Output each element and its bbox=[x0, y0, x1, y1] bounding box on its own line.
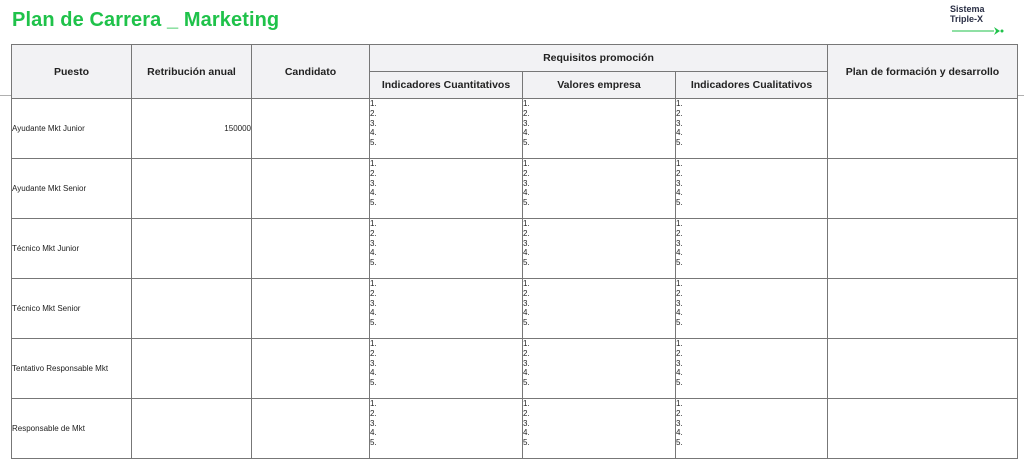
list-item: 1. bbox=[676, 399, 683, 408]
ind-cualitativos-cell[interactable] bbox=[676, 99, 828, 159]
list-item: 3. bbox=[370, 118, 377, 128]
logo-line-2: Triple-X bbox=[950, 14, 984, 24]
list-item: 3. bbox=[676, 298, 683, 308]
list-item: 3. bbox=[676, 238, 683, 248]
header-ind-cualitativos: Indicadores Cualitativos bbox=[676, 72, 828, 99]
retribucion-cell[interactable] bbox=[132, 339, 252, 399]
list-item: 4. bbox=[370, 308, 377, 318]
list-item: 2. bbox=[370, 408, 377, 418]
list-item: 3. bbox=[523, 298, 530, 308]
puesto-cell: Técnico Mkt Junior bbox=[12, 219, 132, 279]
ind-cuantitativos-cell[interactable] bbox=[370, 279, 523, 339]
header-plan: Plan de formación y desarrollo bbox=[828, 45, 1018, 99]
list-item: 1. bbox=[370, 399, 377, 408]
list-item: 2. bbox=[676, 348, 683, 358]
list-item: 5. bbox=[370, 318, 377, 328]
puesto-cell: Tentativo Responsable Mkt bbox=[12, 339, 132, 399]
ind-cuantitativos-cell[interactable] bbox=[370, 339, 523, 399]
page-title: Plan de Carrera _ Marketing bbox=[12, 9, 280, 31]
list-item: 4. bbox=[676, 368, 683, 378]
list-item: 5. bbox=[523, 198, 530, 208]
list-item: 5. bbox=[676, 438, 683, 448]
candidato-cell[interactable] bbox=[252, 399, 370, 459]
table-row bbox=[12, 219, 1018, 279]
retribucion-cell[interactable]: 150000 bbox=[132, 99, 252, 159]
list-item: 4. bbox=[370, 248, 377, 258]
list-item: 3. bbox=[523, 238, 530, 248]
table-row bbox=[12, 279, 1018, 339]
retribucion-cell[interactable] bbox=[132, 219, 252, 279]
puesto-cell: Ayudante Mkt Senior bbox=[12, 159, 132, 219]
list-item: 1. bbox=[370, 99, 377, 108]
list-item: 4. bbox=[370, 128, 377, 138]
list-item: 2. bbox=[676, 288, 683, 298]
logo-swoosh-icon bbox=[950, 25, 1012, 37]
list-item: 1. bbox=[523, 399, 530, 408]
list-item: 1. bbox=[676, 99, 683, 108]
ind-cualitativos-cell[interactable] bbox=[676, 399, 828, 459]
career-plan-table bbox=[11, 44, 1018, 459]
header-valores-empresa: Valores empresa bbox=[523, 72, 676, 99]
list-item: 2. bbox=[370, 108, 377, 118]
list-item: 3. bbox=[370, 358, 377, 368]
list-item: 3. bbox=[370, 298, 377, 308]
plan-formacion-cell[interactable] bbox=[828, 399, 1018, 459]
list-item: 4. bbox=[676, 428, 683, 438]
list-item: 5. bbox=[370, 438, 377, 448]
retribucion-cell[interactable] bbox=[132, 159, 252, 219]
puesto-cell: Técnico Mkt Senior bbox=[12, 279, 132, 339]
list-item: 5. bbox=[523, 318, 530, 328]
list-item: 1. bbox=[523, 99, 530, 108]
list-item: 2. bbox=[523, 228, 530, 238]
valores-empresa-cell[interactable] bbox=[523, 279, 676, 339]
ind-cuantitativos-cell[interactable] bbox=[370, 399, 523, 459]
list-item: 2. bbox=[523, 348, 530, 358]
list-item: 2. bbox=[523, 288, 530, 298]
puesto-cell: Ayudante Mkt Junior bbox=[12, 99, 132, 159]
list-item: 3. bbox=[676, 178, 683, 188]
candidato-cell[interactable] bbox=[252, 159, 370, 219]
list-item: 2. bbox=[676, 108, 683, 118]
header-requisitos: Requisitos promoción bbox=[370, 45, 828, 72]
valores-empresa-cell[interactable] bbox=[523, 219, 676, 279]
list-item: 5. bbox=[676, 138, 683, 148]
list-item: 1. bbox=[676, 159, 683, 168]
list-item: 1. bbox=[370, 219, 377, 228]
valores-empresa-cell[interactable] bbox=[523, 399, 676, 459]
list-item: 5. bbox=[523, 258, 530, 268]
header-candidato: Candidato bbox=[252, 45, 370, 99]
list-item: 5. bbox=[523, 438, 530, 448]
list-item: 1. bbox=[676, 219, 683, 228]
ind-cualitativos-cell[interactable] bbox=[676, 279, 828, 339]
list-item: 4. bbox=[523, 188, 530, 198]
list-item: 1. bbox=[523, 219, 530, 228]
candidato-cell[interactable] bbox=[252, 99, 370, 159]
list-item: 4. bbox=[676, 188, 683, 198]
list-item: 4. bbox=[370, 188, 377, 198]
list-item: 5. bbox=[676, 318, 683, 328]
list-item: 3. bbox=[523, 178, 530, 188]
list-item: 3. bbox=[523, 358, 530, 368]
candidato-cell[interactable] bbox=[252, 339, 370, 399]
retribucion-cell[interactable] bbox=[132, 399, 252, 459]
plan-formacion-cell[interactable] bbox=[828, 159, 1018, 219]
valores-empresa-cell[interactable] bbox=[523, 99, 676, 159]
list-item: 2. bbox=[370, 288, 377, 298]
list-item: 1. bbox=[370, 339, 377, 348]
list-item: 4. bbox=[676, 308, 683, 318]
table-row bbox=[12, 159, 1018, 219]
candidato-cell[interactable] bbox=[252, 279, 370, 339]
list-item: 1. bbox=[523, 159, 530, 168]
list-item: 4. bbox=[523, 368, 530, 378]
table-row bbox=[12, 339, 1018, 399]
logo-line-1: Sistema bbox=[950, 4, 985, 14]
plan-formacion-cell[interactable] bbox=[828, 339, 1018, 399]
valores-empresa-cell[interactable] bbox=[523, 159, 676, 219]
ind-cuantitativos-cell[interactable] bbox=[370, 219, 523, 279]
list-item: 4. bbox=[676, 248, 683, 258]
list-item: 4. bbox=[676, 128, 683, 138]
list-item: 2. bbox=[523, 408, 530, 418]
plan-formacion-cell[interactable] bbox=[828, 219, 1018, 279]
list-item: 2. bbox=[523, 108, 530, 118]
valores-empresa-cell[interactable] bbox=[523, 339, 676, 399]
ind-cuantitativos-cell[interactable] bbox=[370, 99, 523, 159]
list-item: 2. bbox=[676, 408, 683, 418]
list-item: 3. bbox=[676, 118, 683, 128]
retribucion-cell[interactable] bbox=[132, 279, 252, 339]
list-item: 5. bbox=[370, 198, 377, 208]
ind-cualitativos-cell[interactable] bbox=[676, 339, 828, 399]
ind-cualitativos-cell[interactable] bbox=[676, 219, 828, 279]
list-item: 3. bbox=[370, 418, 377, 428]
list-item: 2. bbox=[676, 228, 683, 238]
list-item: 5. bbox=[370, 378, 377, 388]
table-row bbox=[12, 399, 1018, 459]
ind-cuantitativos-cell[interactable] bbox=[370, 159, 523, 219]
list-item: 4. bbox=[523, 308, 530, 318]
ind-cualitativos-cell[interactable] bbox=[676, 159, 828, 219]
list-item: 5. bbox=[370, 258, 377, 268]
list-item: 3. bbox=[676, 358, 683, 368]
list-item: 1. bbox=[370, 279, 377, 288]
list-item: 2. bbox=[370, 168, 377, 178]
list-item: 4. bbox=[523, 128, 530, 138]
list-item: 4. bbox=[523, 248, 530, 258]
list-item: 3. bbox=[370, 238, 377, 248]
list-item: 2. bbox=[370, 348, 377, 358]
list-item: 2. bbox=[523, 168, 530, 178]
list-item: 2. bbox=[676, 168, 683, 178]
header-puesto: Puesto bbox=[12, 45, 132, 99]
list-item: 3. bbox=[523, 418, 530, 428]
list-item: 5. bbox=[523, 138, 530, 148]
list-item: 4. bbox=[523, 428, 530, 438]
list-item: 2. bbox=[370, 228, 377, 238]
list-item: 5. bbox=[676, 378, 683, 388]
list-item: 3. bbox=[676, 418, 683, 428]
list-item: 1. bbox=[523, 339, 530, 348]
list-item: 5. bbox=[676, 198, 683, 208]
list-item: 5. bbox=[523, 378, 530, 388]
list-item: 5. bbox=[676, 258, 683, 268]
table-body bbox=[12, 99, 1018, 459]
list-item: 1. bbox=[370, 159, 377, 168]
list-item: 4. bbox=[370, 368, 377, 378]
list-item: 1. bbox=[676, 279, 683, 288]
list-item: 1. bbox=[676, 339, 683, 348]
list-item: 3. bbox=[523, 118, 530, 128]
plan-formacion-cell[interactable] bbox=[828, 99, 1018, 159]
header-retribucion: Retribución anual bbox=[132, 45, 252, 99]
table-row bbox=[12, 99, 1018, 159]
puesto-cell: Responsable de Mkt bbox=[12, 399, 132, 459]
list-item: 1. bbox=[523, 279, 530, 288]
sistema-triple-x-logo bbox=[950, 4, 1012, 40]
header-ind-cuantitativos: Indicadores Cuantitativos bbox=[370, 72, 523, 99]
candidato-cell[interactable] bbox=[252, 219, 370, 279]
list-item: 5. bbox=[370, 138, 377, 148]
list-item: 4. bbox=[370, 428, 377, 438]
plan-formacion-cell[interactable] bbox=[828, 279, 1018, 339]
list-item: 3. bbox=[370, 178, 377, 188]
